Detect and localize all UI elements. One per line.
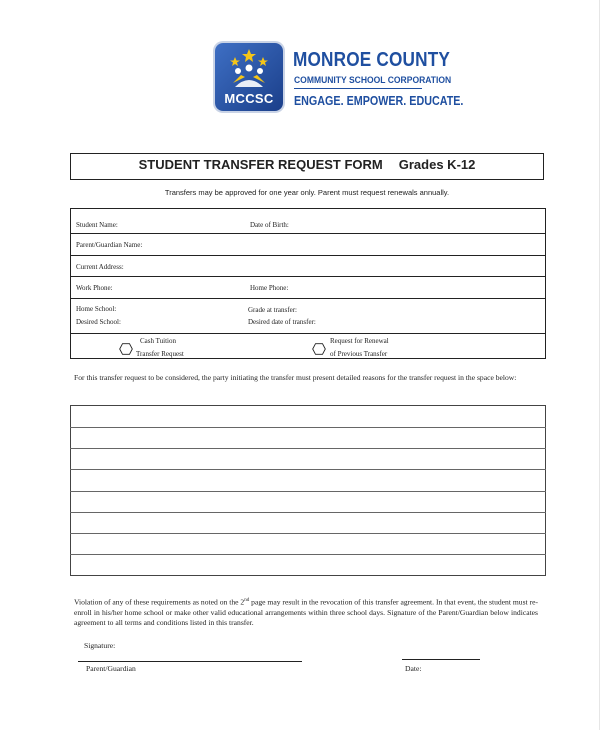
logo-line-2: COMMUNITY SCHOOL CORPORATION — [294, 75, 452, 86]
form-grades: Grades K-12 — [398, 157, 476, 172]
reason-line — [70, 427, 546, 428]
violation-part-1: Violation of any of these requirements as noted on the 2 — [74, 597, 245, 607]
logo-badge-text: MCCSC — [224, 91, 274, 106]
cash-tuition-checkbox[interactable] — [119, 343, 133, 355]
parent-guardian-label: Parent/Guardian — [86, 664, 136, 673]
grade-at-transfer-field[interactable]: Grade at transfer: — [248, 306, 297, 314]
logo-tagline: ENGAGE. EMPOWER. EDUCATE. — [294, 94, 464, 108]
info-row-divider — [70, 233, 546, 234]
date-of-birth-field[interactable]: Date of Birth: — [250, 221, 289, 229]
desired-date-field[interactable]: Desired date of transfer: — [248, 318, 316, 326]
people-stars-icon — [215, 43, 283, 95]
current-address-field[interactable]: Current Address: — [76, 263, 124, 271]
date-line[interactable] — [402, 659, 480, 660]
info-row-divider — [70, 333, 546, 334]
signature-label: Signature: — [84, 641, 116, 650]
parent-guardian-name-field[interactable]: Parent/Guardian Name: — [76, 241, 143, 249]
violation-text — [74, 596, 538, 628]
form-title — [70, 157, 544, 172]
info-row-divider — [70, 276, 546, 277]
reason-line — [70, 469, 546, 470]
form-title-text: STUDENT TRANSFER REQUEST FORM — [138, 157, 383, 172]
cash-tuition-label-2: Transfer Request — [136, 350, 184, 358]
instructions-text: For this transfer request to be considered, the party initiating the transfer must present detailed reasons for the transfer request in the space below: — [74, 373, 517, 382]
renewal-checkbox[interactable] — [312, 343, 326, 355]
desired-school-field[interactable]: Desired School: — [76, 318, 121, 326]
logo-line-1: MONROE COUNTY — [293, 49, 451, 71]
renewal-label-1: Request for Renewal — [330, 337, 389, 345]
work-phone-field[interactable]: Work Phone: — [76, 284, 113, 292]
form-subtitle: Transfers may be approved for one year only. Parent must request renewals annually. — [164, 188, 450, 197]
renewal-label-2: of Previous Transfer — [330, 350, 388, 358]
info-row-divider — [70, 255, 546, 256]
reason-line — [70, 448, 546, 449]
reason-line — [70, 533, 546, 534]
reason-line — [70, 491, 546, 492]
signature-line[interactable] — [78, 661, 302, 662]
cash-tuition-label-1: Cash Tuition — [140, 337, 176, 345]
logo-divider — [294, 88, 422, 89]
student-name-field[interactable]: Student Name: — [76, 221, 118, 229]
home-school-field[interactable]: Home School: — [76, 305, 117, 313]
date-label: Date: — [405, 664, 422, 673]
info-row-divider — [70, 298, 546, 299]
reason-line — [70, 512, 546, 513]
home-phone-field[interactable]: Home Phone: — [250, 284, 289, 292]
reason-line — [70, 554, 546, 555]
mccsc-logo-badge — [215, 43, 283, 111]
violation-part-2: page may result in the revocation of this transfer agreement. In that event, the student must re-enroll in his/her home school or make other valid educational arrangements within three school days. Signature of the Parent/Guardian below indicates agreement to all terms and conditions listed in this transfer. — [74, 597, 538, 627]
violation-sup: nd — [244, 598, 250, 603]
